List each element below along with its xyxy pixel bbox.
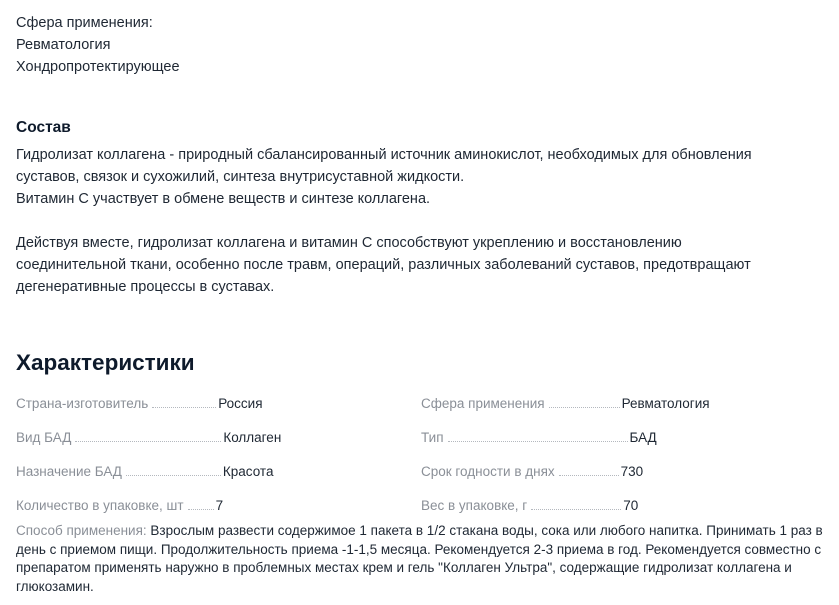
characteristic-label: Сфера применения <box>421 396 545 411</box>
usage-label: Способ применения: <box>16 523 147 538</box>
usage-instructions <box>16 522 826 596</box>
characteristic-value: 70 <box>623 498 639 513</box>
characteristics-row <box>16 428 826 462</box>
characteristic-label: Срок годности в днях <box>421 464 555 479</box>
text-line: Гидролизат коллагена - природный сбалансированный источник аминокислот, необходимых для обновления <box>16 147 752 163</box>
composition-title: Состав <box>16 119 71 136</box>
scope-item: Хондропротектирующее <box>16 59 180 75</box>
characteristic-label: Вес в упаковке, г <box>421 498 528 513</box>
characteristics-row <box>16 462 826 496</box>
dotted-leader <box>152 394 216 408</box>
characteristic-item <box>421 462 826 482</box>
characteristic-label: Назначение БАД <box>16 464 122 479</box>
composition-paragraph-2 <box>16 232 826 298</box>
characteristic-label: Количество в упаковке, шт <box>16 498 184 513</box>
dotted-leader <box>549 394 620 408</box>
characteristics-title: Характеристики <box>16 350 195 375</box>
characteristic-label: Страна-изготовитель <box>16 396 149 411</box>
characteristic-value: 730 <box>620 464 644 479</box>
text-line: дегенеративные процессы в суставах. <box>16 279 275 295</box>
characteristic-value: Россия <box>218 396 263 411</box>
dotted-leader <box>448 428 628 442</box>
text-line: суставов, связок и сухожилий, синтеза внутрисуставной жидкости. <box>16 169 465 185</box>
characteristic-item <box>421 428 826 448</box>
characteristic-item <box>16 394 421 414</box>
characteristic-value: БАД <box>629 430 657 445</box>
dotted-leader <box>531 496 621 510</box>
characteristic-value: Коллаген <box>223 430 282 445</box>
composition-section <box>16 118 826 298</box>
text-line: соединительной ткани, особенно после травм, операций, различных заболеваний суставов, предотвращают <box>16 257 751 273</box>
dotted-leader <box>559 462 619 476</box>
dotted-leader <box>75 428 221 442</box>
text-line: Витамин С участвует в обмене веществ и синтезе коллагена. <box>16 191 431 207</box>
characteristic-label: Вид БАД <box>16 430 72 445</box>
characteristics-row <box>16 394 826 428</box>
scope-label: Сфера применения: <box>16 15 153 31</box>
text-line: Действуя вместе, гидролизат коллагена и витамин С способствуют укреплению и восстановлению <box>16 235 682 251</box>
characteristic-value: 7 <box>215 498 224 513</box>
characteristic-item <box>16 428 421 448</box>
composition-paragraph-1 <box>16 144 826 210</box>
usage-text: Взрослым развести содержимое 1 пакета в 1/2 стакана воды, сока или любого напитка. Принимать 1 раз в день с приемом пищи. Продолжительность приема -1-1,5 месяца. Рекомендуется 2-3 приема в год. Рекомендуется совместно с препаратом применять наружно в проблемных местах крем и гель "Коллаген Ультра", содержащие гидролизат коллагена и глюкозамин. <box>16 523 823 594</box>
characteristic-item <box>421 394 826 414</box>
characteristic-item <box>421 496 826 516</box>
characteristic-value: Красота <box>222 464 274 479</box>
characteristic-label: Тип <box>421 430 444 445</box>
scope-block <box>16 12 180 78</box>
characteristic-value: Ревматология <box>621 396 710 411</box>
characteristic-item <box>16 496 421 516</box>
characteristic-item <box>16 462 421 482</box>
dotted-leader <box>126 462 221 476</box>
characteristics-table <box>16 394 826 530</box>
dotted-leader <box>188 496 214 510</box>
scope-item: Ревматология <box>16 37 111 53</box>
